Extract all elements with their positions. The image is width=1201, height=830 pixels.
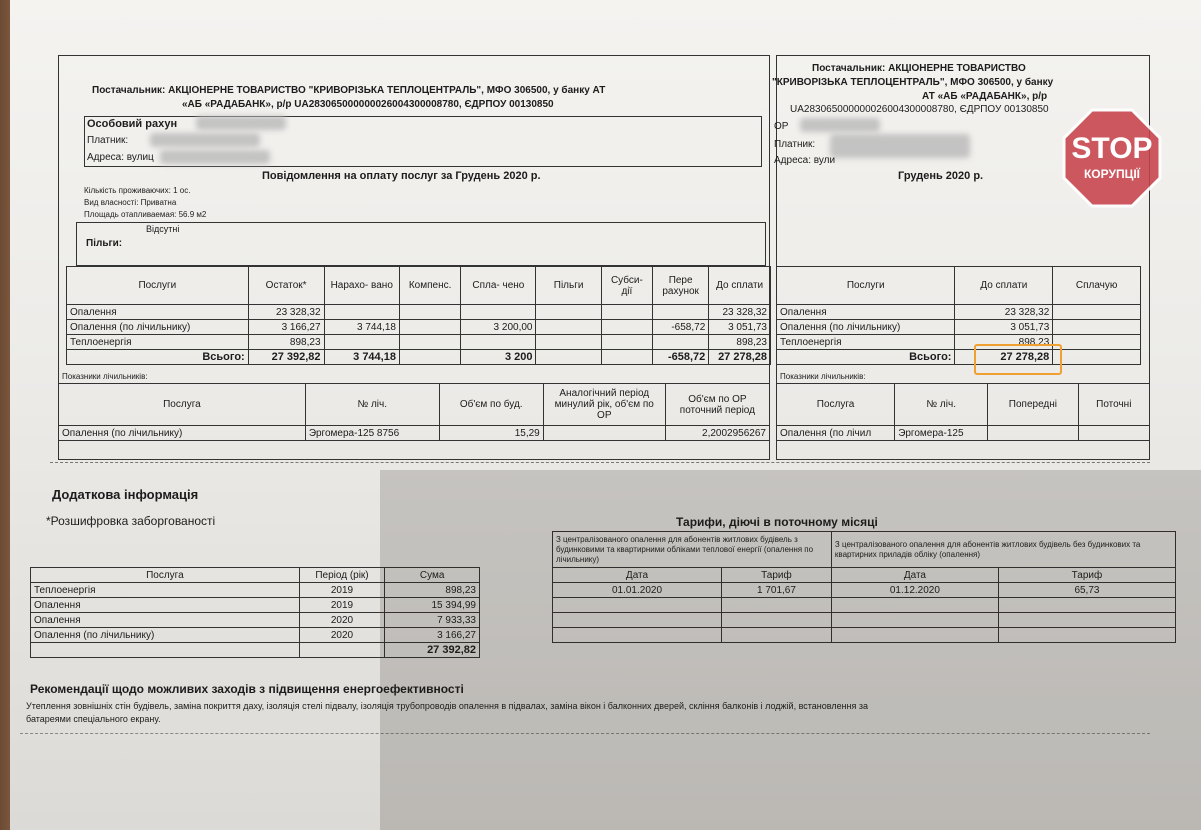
- col-header: Об'єм по буд.: [439, 384, 543, 426]
- col-header: Поточні: [1078, 384, 1149, 426]
- table-header: [553, 568, 1176, 583]
- cell: 3 744,18: [324, 320, 399, 335]
- recommendations-text-line1: Утеплення зовнішніх стін будівель, заміна покриття даху, ізоляція стелі підвалу, ізоляція трубопроводів опалення в підвалах, заміна вікон і балконних дверей, скління балконів і лоджій, встановлення за: [26, 701, 869, 711]
- table-row: [553, 628, 1176, 643]
- cell: 2020: [299, 613, 385, 628]
- col-header: Аналогічний період минулий рік, об'єм по ОР: [543, 384, 665, 426]
- cut-line: [50, 462, 1150, 463]
- cell: [324, 305, 399, 320]
- cell: [543, 426, 665, 441]
- table-row: [777, 335, 1141, 350]
- cell: [601, 320, 652, 335]
- cell: [536, 305, 601, 320]
- table-row: [553, 583, 1176, 598]
- left-payer: Платник:: [87, 135, 129, 146]
- cell: [601, 335, 652, 350]
- cell: Опалення (по лічильнику): [31, 628, 300, 643]
- stamp-word-stop: STOP: [1071, 132, 1153, 165]
- redaction: [160, 150, 270, 164]
- tariff-header-metered: З централізованого опалення для абонентів житлових будівель з будинковими та квартирними обліками теплової енергії (опалення по лічильнику): [553, 532, 832, 568]
- cell: 898,23: [385, 583, 480, 598]
- cell: 898,23: [955, 335, 1053, 350]
- tariff-title: Тарифи, діючі в поточному місяці: [676, 515, 878, 529]
- cell: 15 394,99: [385, 598, 480, 613]
- cell: [324, 335, 399, 350]
- right-supplier-line3: АТ «АБ «РАДАБАНК», р/р: [922, 91, 1048, 102]
- right-meters-label: Показники лічильників:: [780, 372, 866, 381]
- table-row: [31, 613, 480, 628]
- col-header: Субси- дії: [601, 267, 652, 305]
- privileges-label: Пільги:: [86, 238, 123, 249]
- col-header: Спла- чено: [461, 267, 536, 305]
- stamp-word-corruption: КОРУПЦІЇ: [1083, 167, 1141, 181]
- col-header: До сплати: [709, 267, 771, 305]
- col-header: Об'єм по ОР поточний період: [665, 384, 769, 426]
- table-row: [777, 320, 1141, 335]
- privileges-box: [76, 222, 766, 266]
- col-header: Послуги: [67, 267, 249, 305]
- cell: Опалення: [31, 613, 300, 628]
- recommendations-text-line2: батареями спеціального екрану.: [26, 714, 161, 724]
- total-cell: 27 278,28: [955, 350, 1053, 365]
- total-label: Всього:: [777, 350, 955, 365]
- cell: 2020: [299, 628, 385, 643]
- cell: 01.12.2020: [831, 583, 998, 598]
- cell: Опалення: [67, 305, 249, 320]
- left-residents: Кількість проживаючих: 1 ос.: [84, 186, 191, 195]
- cell: 15,29: [439, 426, 543, 441]
- left-area: Площадь отапливаемая: 56.9 м2: [84, 210, 207, 219]
- bottom-divider: [20, 733, 1150, 734]
- col-header: Послуга: [31, 568, 300, 583]
- right-title: Грудень 2020 р.: [898, 170, 984, 182]
- table-row: [67, 320, 771, 335]
- col-header: Компенс.: [399, 267, 460, 305]
- debt-title: *Розшифровка заборгованості: [46, 514, 216, 528]
- redaction: [150, 133, 260, 147]
- left-supplier-line2: «АБ «РАДАБАНК», р/р UA283065000000026004300008780, ЄДРПОУ 00130850: [182, 99, 554, 110]
- table-row: [777, 305, 1141, 320]
- cell: 23 328,32: [955, 305, 1053, 320]
- col-header: Пільги: [536, 267, 601, 305]
- cell: Опалення (по лічил: [777, 426, 895, 441]
- cell: [536, 335, 601, 350]
- total-row: [31, 643, 480, 658]
- table-row: [31, 583, 480, 598]
- cell: Опалення: [31, 598, 300, 613]
- redaction: [800, 118, 880, 132]
- cell: [399, 305, 460, 320]
- col-header: Сплачую: [1053, 267, 1141, 305]
- left-title: Повідомлення на оплату послуг за Грудень 2020 р.: [262, 170, 541, 182]
- left-charges-table: [66, 266, 771, 365]
- cell: 3 166,27: [385, 628, 480, 643]
- cell: 2019: [299, 598, 385, 613]
- col-header: Тариф: [998, 568, 1175, 583]
- table-header: [31, 568, 480, 583]
- cell: Опалення (по лічильнику): [777, 320, 955, 335]
- cell: [461, 305, 536, 320]
- col-header: Послуга: [59, 384, 306, 426]
- col-header: Сума: [385, 568, 480, 583]
- total-label: Всього:: [67, 350, 249, 365]
- col-header: Пере рахунок: [653, 267, 709, 305]
- extra-info-title: Додаткова інформація: [52, 487, 199, 502]
- cell: [601, 305, 652, 320]
- col-header: Тариф: [722, 568, 832, 583]
- left-address: Адреса: вулиц: [87, 152, 154, 163]
- left-meters-table: [58, 383, 770, 441]
- table-row: [553, 613, 1176, 628]
- stop-corruption-logo: [1062, 108, 1162, 208]
- privileges-value: Відсутні: [146, 224, 180, 234]
- col-header: Остаток*: [248, 267, 324, 305]
- col-header: Нарахо- вано: [324, 267, 399, 305]
- col-header: Попередні: [988, 384, 1078, 426]
- cell: Теплоенергія: [777, 335, 955, 350]
- cell: 898,23: [248, 335, 324, 350]
- right-meters-table: [776, 383, 1150, 441]
- right-payer: Платник:: [774, 139, 816, 150]
- recommendations-title: Рекомендації щодо можливих заходів з підвищення енергоефективності: [30, 682, 464, 696]
- table-row: [553, 598, 1176, 613]
- col-header: До сплати: [955, 267, 1053, 305]
- cell: 2,2002956267: [665, 426, 769, 441]
- cell: 01.01.2020: [553, 583, 722, 598]
- col-header: № ліч.: [305, 384, 439, 426]
- cell: 3 200,00: [461, 320, 536, 335]
- right-address: Адреса: вули: [774, 155, 836, 166]
- total-cell: 27 392,82: [248, 350, 324, 365]
- highlight-mark: [974, 344, 1062, 375]
- cell: 23 328,32: [248, 305, 324, 320]
- total-row: [777, 350, 1141, 365]
- table-row: [67, 305, 771, 320]
- cell: -658,72: [653, 320, 709, 335]
- redaction: [830, 134, 970, 158]
- redaction: [196, 116, 286, 130]
- col-header: Період (рік): [299, 568, 385, 583]
- cell: Опалення: [777, 305, 955, 320]
- left-account: Особовий рахун: [87, 118, 178, 130]
- cell: Теплоенергія: [31, 583, 300, 598]
- cell: Опалення (по лічильнику): [59, 426, 306, 441]
- cell: [536, 320, 601, 335]
- left-ownership: Вид власності: Приватна: [84, 198, 177, 207]
- cell: [461, 335, 536, 350]
- cell: 65,73: [998, 583, 1175, 598]
- table-row: [59, 426, 770, 441]
- right-account: ОР: [774, 121, 789, 132]
- col-header: Послуги: [777, 267, 955, 305]
- cell: Теплоенергія: [67, 335, 249, 350]
- total-cell: -658,72: [653, 350, 709, 365]
- cell: [653, 305, 709, 320]
- cell: 7 933,33: [385, 613, 480, 628]
- total-cell: 27 278,28: [709, 350, 771, 365]
- tariff-table: [552, 531, 1176, 643]
- tariff-header-unmetered: З централізованого опалення для абонентів житлових будівель без будинкових та квартирних приладів обліку (опалення): [831, 532, 1175, 568]
- total-cell: 3 200: [461, 350, 536, 365]
- cell: 1 701,67: [722, 583, 832, 598]
- right-supplier-line4: UA283065000000026004300008780, ЄДРПОУ 00130850: [790, 104, 1049, 115]
- table-row: [31, 598, 480, 613]
- table-row: [67, 335, 771, 350]
- cell: [653, 335, 709, 350]
- cell: [399, 320, 460, 335]
- left-meters-label: Показники лічильників:: [62, 372, 148, 381]
- col-header: Дата: [553, 568, 722, 583]
- right-supplier-line1: Постачальник: АКЦІОНЕРНЕ ТОВАРИСТВО: [812, 63, 1026, 74]
- cell: 23 328,32: [709, 305, 771, 320]
- col-header: № ліч.: [895, 384, 988, 426]
- right-supplier-line2: "КРИВОРІЗЬКА ТЕПЛОЦЕНТРАЛЬ", МФО 306500, у банку: [772, 77, 1054, 88]
- cell: Опалення (по лічильнику): [67, 320, 249, 335]
- cell: 3 051,73: [955, 320, 1053, 335]
- left-supplier-line1: Постачальник: АКЦІОНЕРНЕ ТОВАРИСТВО "КРИВОРІЗЬКА ТЕПЛОЦЕНТРАЛЬ", МФО 306500, у банку АТ: [92, 85, 606, 96]
- cell: Эргомера-125 8756: [305, 426, 439, 441]
- table-row: [31, 628, 480, 643]
- total-cell: 3 744,18: [324, 350, 399, 365]
- debt-table: [30, 567, 480, 658]
- right-charges-table: [776, 266, 1141, 365]
- cell: [399, 335, 460, 350]
- cell: 2019: [299, 583, 385, 598]
- cell: 3 166,27: [248, 320, 324, 335]
- debt-total: 27 392,82: [385, 643, 480, 658]
- col-header: Послуга: [777, 384, 895, 426]
- cell: Эргомера-125: [895, 426, 988, 441]
- total-row: [67, 350, 771, 365]
- table-row: [777, 426, 1150, 441]
- cell: 898,23: [709, 335, 771, 350]
- cell: 3 051,73: [709, 320, 771, 335]
- col-header: Дата: [831, 568, 998, 583]
